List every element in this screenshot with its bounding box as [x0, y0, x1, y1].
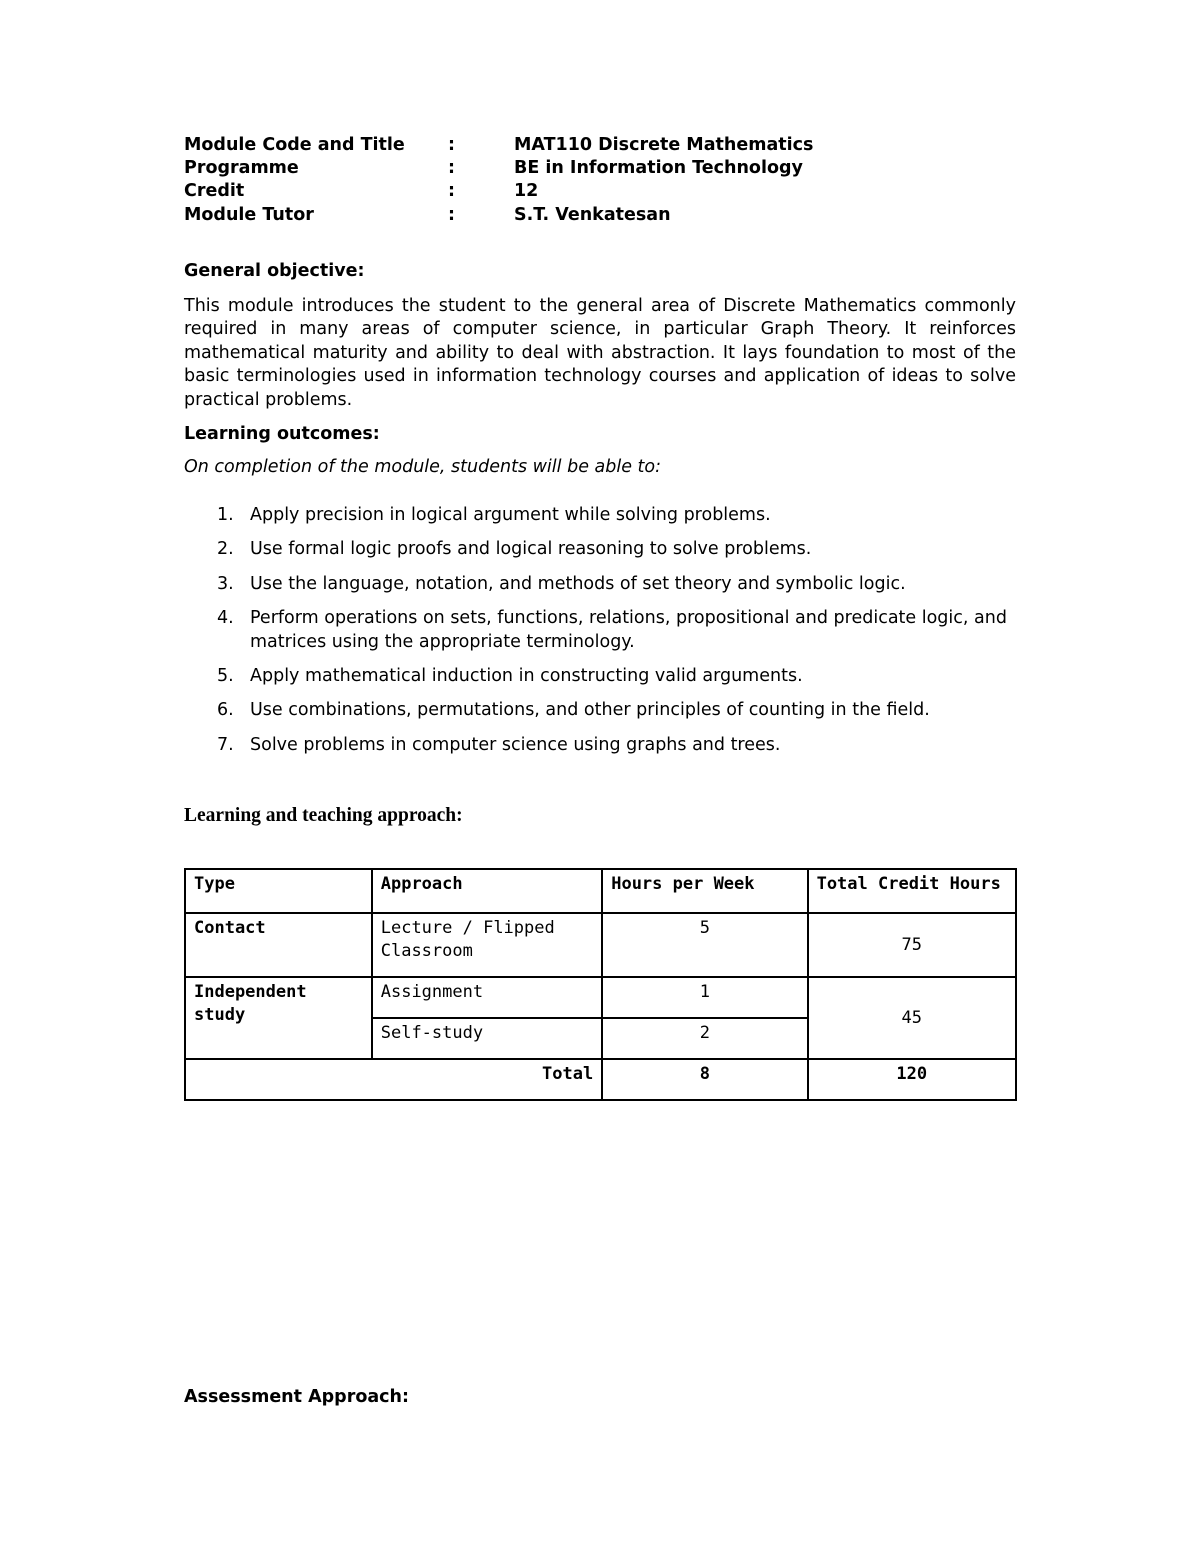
learning-outcomes-list	[184, 504, 1016, 768]
general-objective-text: This module introduces the student to the general area of Discrete Mathematics commonly required in many areas of computer science, in particular Graph Theory. It reinforces mathematical maturity and ability to deal with abstraction. It lays foundation to most of the basic terminologies used in information technology courses and application of ideas to solve practical problems.	[184, 296, 1016, 410]
general-objective-heading: General objective:	[184, 261, 365, 281]
module-tutor-label: Module Tutor	[184, 204, 314, 225]
programme-label: Programme	[184, 158, 299, 179]
cell-approach-lecture: Lecture / Flipped Classroom	[372, 913, 602, 977]
module-code-label: Module Code and Title	[184, 135, 405, 155]
header-total-credit-hours: Total Credit Hours	[808, 869, 1016, 913]
cell-total-credit: 120	[808, 1059, 1016, 1100]
list-item-text: Solve problems in computer science using graphs and trees.	[250, 734, 781, 755]
list-item-text: Use the language, notation, and methods of set theory and symbolic logic.	[250, 573, 906, 594]
cell-hours-self-study: 2	[602, 1018, 807, 1059]
cell-approach-self-study: Self-study	[372, 1018, 602, 1059]
list-number: 4.	[217, 608, 234, 629]
credit-label: Credit	[184, 181, 245, 202]
table-total-row	[185, 1059, 1016, 1100]
list-item	[184, 665, 1016, 688]
module-code-value: MAT110 Discrete Mathematics	[514, 135, 814, 155]
list-item	[184, 573, 1016, 596]
list-number: 5.	[217, 666, 234, 687]
list-item-text: Use combinations, permutations, and other principles of counting in the field.	[250, 700, 930, 721]
colon: :	[448, 181, 455, 202]
cell-hours-assignment: 1	[602, 977, 807, 1018]
learning-outcomes-intro: On completion of the module, students will be able to:	[184, 457, 662, 477]
cell-total-hours: 8	[602, 1059, 807, 1100]
list-item-text: Apply precision in logical argument while solving problems.	[250, 505, 771, 525]
list-item	[184, 607, 1016, 654]
colon: :	[448, 204, 455, 225]
cell-approach-assignment: Assignment	[372, 977, 602, 1018]
list-item-text: Use formal logic proofs and logical reasoning to solve problems.	[250, 539, 812, 560]
list-item-text: Perform operations on sets, functions, relations, propositional and predicate logic, and matrices using the appropriate terminology.	[250, 608, 1007, 652]
table-row	[185, 977, 1016, 1018]
list-number: 2.	[217, 539, 234, 560]
table-row	[185, 913, 1016, 977]
list-number: 6.	[217, 700, 234, 721]
cell-hours-contact: 5	[602, 913, 807, 977]
cell-type-independent: Independent study	[185, 977, 372, 1059]
header-type: Type	[185, 869, 372, 913]
list-item-text: Apply mathematical induction in constructing valid arguments.	[250, 666, 803, 687]
table-header-row	[185, 869, 1016, 913]
credit-value: 12	[514, 181, 539, 202]
cell-total-contact: 75	[808, 913, 1016, 977]
cell-total-label: Total	[185, 1059, 602, 1100]
assessment-heading: Assessment Approach:	[184, 1387, 409, 1407]
list-number: 7.	[217, 734, 234, 755]
programme-value: BE in Information Technology	[514, 158, 803, 179]
list-item	[184, 538, 1016, 561]
header-approach: Approach	[372, 869, 602, 913]
learning-outcomes-heading: Learning outcomes:	[184, 424, 380, 444]
colon: :	[448, 135, 455, 155]
list-item	[184, 734, 1016, 757]
colon: :	[448, 158, 455, 179]
list-number: 1.	[217, 505, 234, 525]
teaching-approach-heading: Learning and teaching approach:	[184, 805, 463, 826]
teaching-approach-table	[184, 868, 1017, 1101]
header-hours-per-week: Hours per Week	[602, 869, 807, 913]
list-item	[184, 504, 1016, 527]
cell-type-contact: Contact	[185, 913, 372, 977]
module-tutor-value: S.T. Venkatesan	[514, 204, 671, 225]
cell-total-independent: 45	[808, 977, 1016, 1059]
list-number: 3.	[217, 573, 234, 594]
list-item	[184, 699, 1016, 722]
